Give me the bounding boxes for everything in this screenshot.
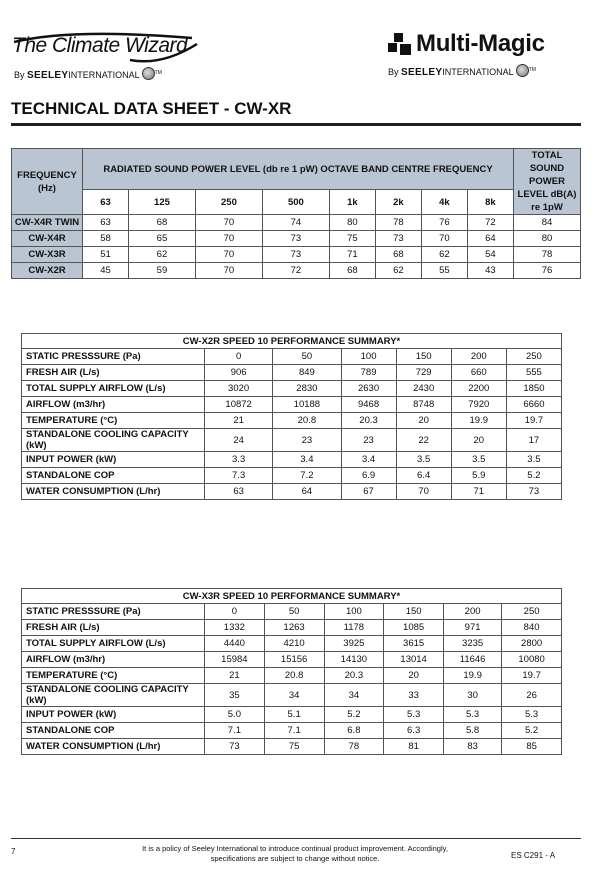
table-cell: 81 xyxy=(384,739,444,755)
table-cell: 50 xyxy=(264,604,324,620)
table-cell: 67 xyxy=(341,484,396,500)
table-cell: 55 xyxy=(421,263,467,279)
row-label: TEMPERATURE (°C) xyxy=(22,413,205,429)
table-cell: 21 xyxy=(205,668,265,684)
table-cell: 74 xyxy=(262,215,329,231)
table-cell: 3.4 xyxy=(273,452,341,468)
table-row xyxy=(22,468,562,484)
footer-divider xyxy=(11,838,581,839)
globe-icon xyxy=(142,67,155,80)
table-cell: 23 xyxy=(273,429,341,452)
table-cell: 33 xyxy=(384,684,444,707)
table-cell: 7.1 xyxy=(205,723,265,739)
page-number: 7 xyxy=(11,847,16,856)
table-cell: 2630 xyxy=(341,381,396,397)
table-cell: 19.9 xyxy=(451,413,506,429)
table-cell: 906 xyxy=(205,365,273,381)
table-cell: 7.1 xyxy=(264,723,324,739)
table-cell: 7920 xyxy=(451,397,506,413)
table-cell: 50 xyxy=(273,349,341,365)
table-row xyxy=(12,231,581,247)
table-cell: 65 xyxy=(128,231,195,247)
table-cell: 1263 xyxy=(264,620,324,636)
table-cell: 20 xyxy=(396,413,451,429)
table-cell: 14130 xyxy=(324,652,384,668)
table-cell: 22 xyxy=(396,429,451,452)
model-label: CW-X4R xyxy=(12,231,83,247)
table-cell: 26 xyxy=(502,684,562,707)
table-row xyxy=(22,397,562,413)
table-cell: 3.5 xyxy=(451,452,506,468)
band-header: 2k xyxy=(375,190,421,215)
model-label: CW-X2R xyxy=(12,263,83,279)
table-cell: 64 xyxy=(273,484,341,500)
table-cell: 75 xyxy=(264,739,324,755)
table-cell: 5.2 xyxy=(502,723,562,739)
table-cell: 789 xyxy=(341,365,396,381)
table-cell: 5.3 xyxy=(384,707,444,723)
document-code: ES C291 - A xyxy=(511,851,556,860)
table-cell: 4440 xyxy=(205,636,265,652)
table-cell: 19.7 xyxy=(506,413,561,429)
table-cell: 2200 xyxy=(451,381,506,397)
table-cell: 3.5 xyxy=(506,452,561,468)
table-cell: 1178 xyxy=(324,620,384,636)
table-cell: 100 xyxy=(341,349,396,365)
table-cell: 6.4 xyxy=(396,468,451,484)
table-cell: 76 xyxy=(421,215,467,231)
table-cell: 200 xyxy=(444,604,502,620)
row-label: AIRFLOW (m3/hr) xyxy=(22,652,205,668)
table-row xyxy=(22,604,562,620)
table-cell: 85 xyxy=(502,739,562,755)
table-cell: 100 xyxy=(324,604,384,620)
cw-x3r-performance-table xyxy=(21,588,562,755)
table-cell: 45 xyxy=(83,263,129,279)
table-cell: 19.7 xyxy=(502,668,562,684)
table-cell: 64 xyxy=(467,231,513,247)
table-cell: 62 xyxy=(128,247,195,263)
table-cell: 20 xyxy=(384,668,444,684)
table-cell: 80 xyxy=(329,215,375,231)
table-cell: 35 xyxy=(205,684,265,707)
table-cell: 5.1 xyxy=(264,707,324,723)
total-cell: 80 xyxy=(514,231,581,247)
table-cell: 150 xyxy=(396,349,451,365)
row-label: INPUT POWER (kW) xyxy=(22,707,205,723)
table-cell: 19.9 xyxy=(444,668,502,684)
table-cell: 11646 xyxy=(444,652,502,668)
table-cell: 73 xyxy=(375,231,421,247)
table-row xyxy=(22,381,562,397)
total-cell: 78 xyxy=(514,247,581,263)
table-cell: 1332 xyxy=(205,620,265,636)
table-row xyxy=(22,668,562,684)
table-cell: 7.2 xyxy=(273,468,341,484)
table-cell: 59 xyxy=(128,263,195,279)
band-header: 4k xyxy=(421,190,467,215)
total-sound-header: TOTAL SOUND POWER LEVEL dB(A) re 1pW xyxy=(514,149,581,215)
frequency-header: FREQUENCY (Hz) xyxy=(12,149,83,215)
table-cell: 70 xyxy=(195,231,262,247)
model-label: CW-X4R TWIN xyxy=(12,215,83,231)
row-label: STANDALONE COOLING CAPACITY (kW) xyxy=(22,684,205,707)
table-row xyxy=(22,452,562,468)
table-cell: 6.9 xyxy=(341,468,396,484)
table-cell: 20.3 xyxy=(324,668,384,684)
table-cell: 10872 xyxy=(205,397,273,413)
band-header: 250 xyxy=(195,190,262,215)
table-row xyxy=(22,484,562,500)
table-cell: 7.3 xyxy=(205,468,273,484)
cw-x2r-performance-table xyxy=(21,333,562,500)
table-cell: 729 xyxy=(396,365,451,381)
table-cell: 555 xyxy=(506,365,561,381)
table-cell: 20.8 xyxy=(264,668,324,684)
table-cell: 3.3 xyxy=(205,452,273,468)
table-caption: CW-X2R SPEED 10 PERFORMANCE SUMMARY* xyxy=(22,334,562,349)
table-cell: 3925 xyxy=(324,636,384,652)
row-label: STATIC PRESSSURE (Pa) xyxy=(22,604,205,620)
band-header: 8k xyxy=(467,190,513,215)
table-cell: 849 xyxy=(273,365,341,381)
table-row xyxy=(12,215,581,231)
table-cell: 13014 xyxy=(384,652,444,668)
table-row xyxy=(12,247,581,263)
table-row xyxy=(22,739,562,755)
table-cell: 78 xyxy=(375,215,421,231)
table-cell: 62 xyxy=(375,263,421,279)
table-cell: 21 xyxy=(205,413,273,429)
table-cell: 73 xyxy=(506,484,561,500)
multi-magic-byline: By SEELEYINTERNATIONAL ™ xyxy=(388,64,536,78)
band-row xyxy=(12,190,581,215)
table-cell: 70 xyxy=(195,263,262,279)
table-cell: 68 xyxy=(128,215,195,231)
table-cell: 20 xyxy=(451,429,506,452)
table-row xyxy=(12,263,581,279)
table-row xyxy=(22,652,562,668)
table-cell: 5.3 xyxy=(502,707,562,723)
table-cell: 68 xyxy=(375,247,421,263)
table-cell: 8748 xyxy=(396,397,451,413)
table-cell: 15156 xyxy=(264,652,324,668)
table-cell: 150 xyxy=(384,604,444,620)
band-header: 125 xyxy=(128,190,195,215)
row-label: FRESH AIR (L/s) xyxy=(22,620,205,636)
table-cell: 2800 xyxy=(502,636,562,652)
table-row xyxy=(22,429,562,452)
band-header: 1k xyxy=(329,190,375,215)
row-label: TEMPERATURE (°C) xyxy=(22,668,205,684)
table-row xyxy=(22,684,562,707)
table-row xyxy=(22,707,562,723)
table-cell: 73 xyxy=(262,247,329,263)
row-label: AIRFLOW (m3/hr) xyxy=(22,397,205,413)
sound-power-table xyxy=(11,148,581,279)
table-cell: 75 xyxy=(329,231,375,247)
table-cell: 70 xyxy=(195,247,262,263)
row-label: INPUT POWER (kW) xyxy=(22,452,205,468)
table-cell: 10080 xyxy=(502,652,562,668)
row-label: WATER CONSUMPTION (L/hr) xyxy=(22,739,205,755)
table-cell: 62 xyxy=(421,247,467,263)
table-cell: 54 xyxy=(467,247,513,263)
table-row xyxy=(22,413,562,429)
table-row xyxy=(22,636,562,652)
table-cell: 3.5 xyxy=(396,452,451,468)
table-row xyxy=(22,620,562,636)
table-cell: 9468 xyxy=(341,397,396,413)
table-cell: 3235 xyxy=(444,636,502,652)
climate-wizard-byline: By SEELEYINTERNATIONAL ™ xyxy=(14,67,162,81)
table-cell: 6.3 xyxy=(384,723,444,739)
climate-wizard-logo xyxy=(12,30,212,85)
band-header: 63 xyxy=(83,190,129,215)
row-label: STATIC PRESSSURE (Pa) xyxy=(22,349,205,365)
title-divider xyxy=(11,123,581,126)
table-cell: 70 xyxy=(195,215,262,231)
row-label: TOTAL SUPPLY AIRFLOW (L/s) xyxy=(22,636,205,652)
table-cell: 73 xyxy=(205,739,265,755)
multi-magic-logo xyxy=(388,30,588,85)
table-cell: 5.2 xyxy=(324,707,384,723)
row-label: WATER CONSUMPTION (L/hr) xyxy=(22,484,205,500)
table-cell: 63 xyxy=(205,484,273,500)
table-cell: 83 xyxy=(444,739,502,755)
multi-magic-squares-icon xyxy=(388,33,414,59)
table-cell: 30 xyxy=(444,684,502,707)
table-cell: 72 xyxy=(262,263,329,279)
table-cell: 250 xyxy=(506,349,561,365)
table-cell: 10188 xyxy=(273,397,341,413)
table-cell: 51 xyxy=(83,247,129,263)
table-cell: 2430 xyxy=(396,381,451,397)
globe-icon xyxy=(516,64,529,77)
document-title: TECHNICAL DATA SHEET - CW-XR xyxy=(11,99,292,118)
table-cell: 58 xyxy=(83,231,129,247)
table-cell: 5.0 xyxy=(205,707,265,723)
table-cell: 73 xyxy=(262,231,329,247)
table-cell: 72 xyxy=(467,215,513,231)
row-label: FRESH AIR (L/s) xyxy=(22,365,205,381)
table-cell: 1850 xyxy=(506,381,561,397)
table-row xyxy=(22,365,562,381)
table-cell: 3.4 xyxy=(341,452,396,468)
table-cell: 6.8 xyxy=(324,723,384,739)
table-cell: 2830 xyxy=(273,381,341,397)
octave-band-header: RADIATED SOUND POWER LEVEL (db re 1 pW) OCTAVE BAND CENTRE FREQUENCY xyxy=(83,149,514,190)
table-cell: 71 xyxy=(451,484,506,500)
table-cell: 5.8 xyxy=(444,723,502,739)
table-cell: 17 xyxy=(506,429,561,452)
total-cell: 76 xyxy=(514,263,581,279)
table-cell: 68 xyxy=(329,263,375,279)
multi-magic-title: Multi-Magic xyxy=(416,30,545,57)
table-cell: 34 xyxy=(264,684,324,707)
table-cell: 63 xyxy=(83,215,129,231)
table-cell: 78 xyxy=(324,739,384,755)
table-cell: 3020 xyxy=(205,381,273,397)
row-label: STANDALONE COP xyxy=(22,723,205,739)
table-cell: 4210 xyxy=(264,636,324,652)
table-cell: 250 xyxy=(502,604,562,620)
table-row xyxy=(22,349,562,365)
table-cell: 24 xyxy=(205,429,273,452)
table-cell: 20.8 xyxy=(273,413,341,429)
model-label: CW-X3R xyxy=(12,247,83,263)
table-cell: 70 xyxy=(396,484,451,500)
table-cell: 0 xyxy=(205,604,265,620)
row-label: TOTAL SUPPLY AIRFLOW (L/s) xyxy=(22,381,205,397)
table-cell: 20.3 xyxy=(341,413,396,429)
table-cell: 34 xyxy=(324,684,384,707)
table-cell: 971 xyxy=(444,620,502,636)
table-cell: 3615 xyxy=(384,636,444,652)
table-cell: 6660 xyxy=(506,397,561,413)
table-cell: 15984 xyxy=(205,652,265,668)
table-cell: 23 xyxy=(341,429,396,452)
table-cell: 200 xyxy=(451,349,506,365)
row-label: STANDALONE COP xyxy=(22,468,205,484)
table-cell: 5.3 xyxy=(444,707,502,723)
table-caption: CW-X3R SPEED 10 PERFORMANCE SUMMARY* xyxy=(22,589,562,604)
climate-wizard-title: The Climate Wizard xyxy=(12,34,188,57)
table-cell: 5.2 xyxy=(506,468,561,484)
table-cell: 660 xyxy=(451,365,506,381)
table-cell: 1085 xyxy=(384,620,444,636)
table-cell: 43 xyxy=(467,263,513,279)
table-cell: 0 xyxy=(205,349,273,365)
band-header: 500 xyxy=(262,190,329,215)
table-cell: 5.9 xyxy=(451,468,506,484)
row-label: STANDALONE COOLING CAPACITY (kW) xyxy=(22,429,205,452)
table-cell: 70 xyxy=(421,231,467,247)
policy-notice: It is a policy of Seeley International to introduce continual product improvement. Accordingly, specifications are subject to change without notice. xyxy=(142,844,448,863)
table-cell: 840 xyxy=(502,620,562,636)
table-cell: 71 xyxy=(329,247,375,263)
table-row xyxy=(22,723,562,739)
total-cell: 84 xyxy=(514,215,581,231)
